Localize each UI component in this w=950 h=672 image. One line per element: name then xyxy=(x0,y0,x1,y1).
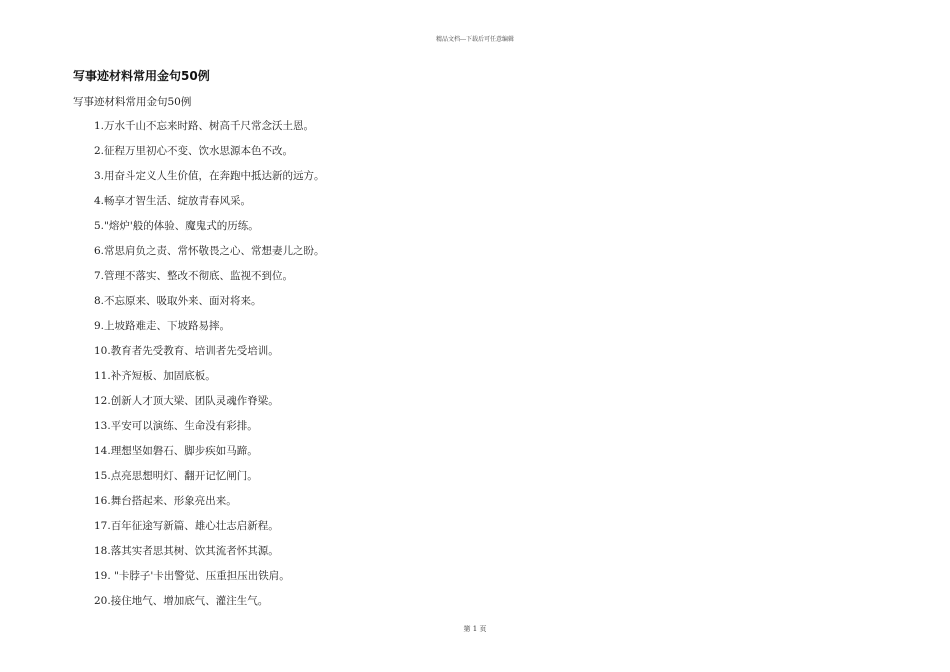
list-item: 4.畅享才智生活、绽放青春风采。 xyxy=(94,195,252,207)
list-item: 1.万水千山不忘来时路、树高千尺常念沃土恩。 xyxy=(94,120,315,132)
list-item: 9.上坡路难走、下坡路易摔。 xyxy=(94,320,231,332)
list-item: 2.征程万里初心不变、饮水思源本色不改。 xyxy=(94,145,294,157)
page-number: 第 1 页 xyxy=(463,625,487,633)
list-item: 5."熔炉'般的体验、魔鬼式的历练。 xyxy=(94,220,259,232)
list-item: 17.百年征途写新篇、雄心壮志启新程。 xyxy=(94,520,279,532)
list-item: 14.理想坚如磐石、脚步疾如马蹄。 xyxy=(94,445,258,457)
list-item: 6.常思肩负之责、常怀敬畏之心、常想妻儿之盼。 xyxy=(94,245,325,257)
list-item: 12.创新人才顶大梁、团队灵魂作脊梁。 xyxy=(94,395,279,407)
list-item: 13.平安可以演练、生命没有彩排。 xyxy=(94,420,258,432)
list-item: 11.补齐短板、加固底板。 xyxy=(94,370,216,382)
list-item: 7.管理不落实、整改不彻底、监视不到位。 xyxy=(94,270,294,282)
list-item: 20.接住地气、增加底气、灌注生气。 xyxy=(94,595,269,607)
list-item: 10.教育者先受教育、培训者先受培训。 xyxy=(94,345,279,357)
list-item: 18.落其实者思其树、饮其流者怀其源。 xyxy=(94,545,279,557)
document-title: 写事迹材料常用金句50例 xyxy=(73,69,210,83)
list-item: 16.舞台搭起来、形象亮出来。 xyxy=(94,495,237,507)
header-note: 精品文档---下载后可任意编辑 xyxy=(435,36,515,43)
list-item: 19. "卡脖子'卡出警觉、压重担压出铁肩。 xyxy=(94,570,290,582)
quote-list xyxy=(94,117,325,617)
list-item: 3.用奋斗定义人生价值，在奔跑中抵达新的远方。 xyxy=(94,170,325,182)
list-item: 8.不忘原来、吸取外来、面对将来。 xyxy=(94,295,262,307)
list-item: 15.点亮思想明灯、翻开记忆闸门。 xyxy=(94,470,258,482)
document-subtitle: 写事迹材料常用金句50例 xyxy=(73,96,192,108)
